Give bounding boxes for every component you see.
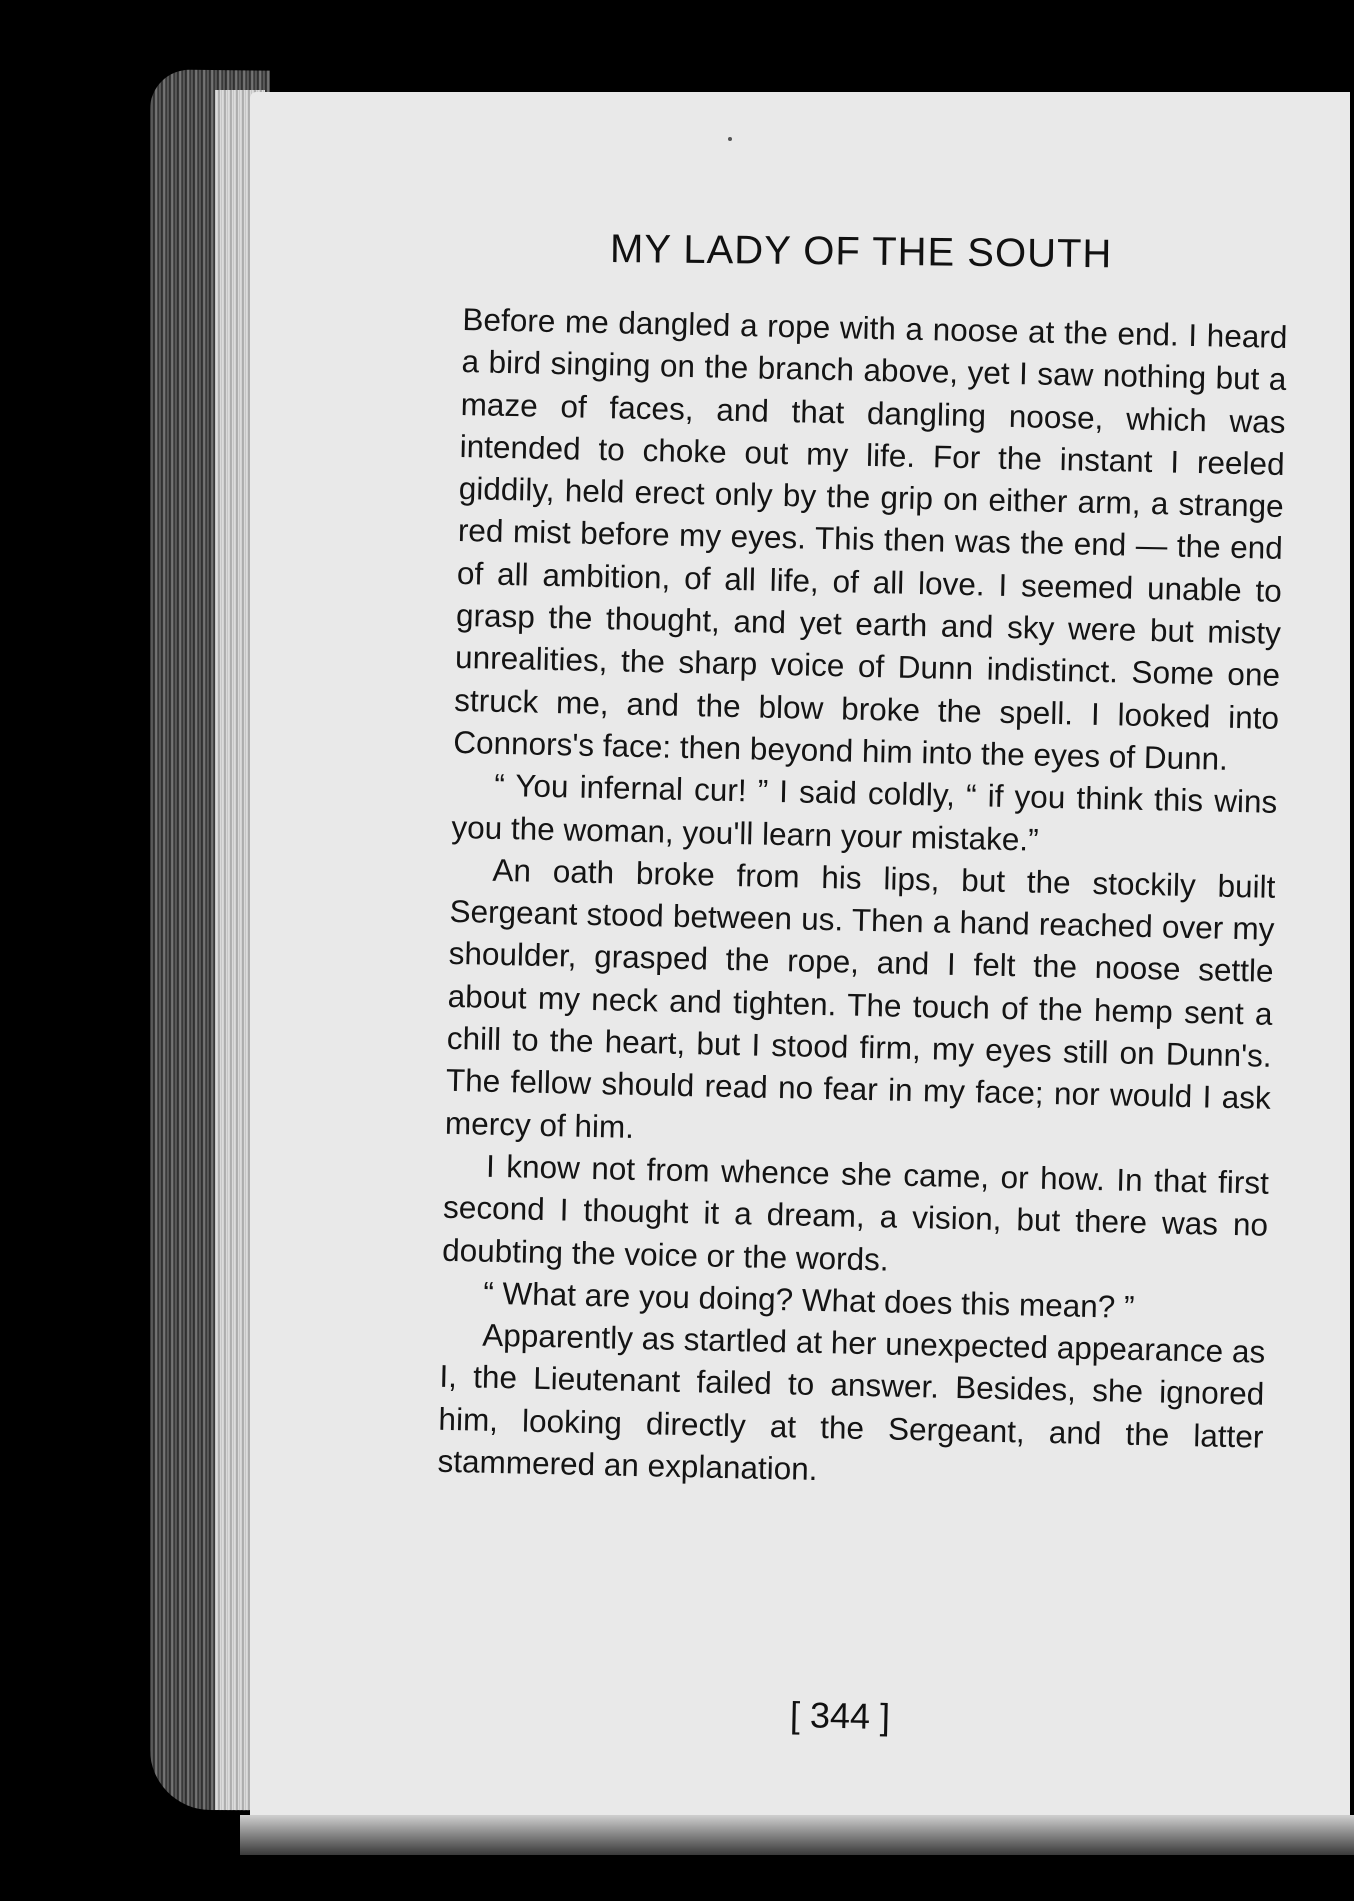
page-number: [ 344 ] xyxy=(789,1693,891,1738)
paragraph: Before me dangled a rope with a noose at the end. I heard a bird singing on the branch above, yet I saw nothing but a maze of faces, and that dangling noose, which was intended to choke out my life. For the instant I reeled giddily, held erect only by the grip on either arm, a strange red mist before my eyes. This then was the end — the end of all ambition, of all life, of all love. I seemed unable to grasp the thought, and yet earth and sky were but misty unrealities, the sharp voice of Dunn indistinct. Some one struck me, and the blow broke the spell. I looked into Connors's face: then beyond him into the eyes of Dunn. xyxy=(452,300,1288,777)
page-bottom-shadow xyxy=(240,1815,1354,1855)
paragraph: Apparently as startled at her unexpected appearance as I, the Lieutenant failed to answer. Besides, she ignored him, looking directly at the Sergeant, and the latter stammered an explanation. xyxy=(437,1316,1266,1488)
running-head: MY LADY OF THE SOUTH xyxy=(609,227,1113,277)
body-text xyxy=(437,298,1288,1500)
paragraph: I know not from whence she came, or how. In that first second I thought it a dream, a vision, but there was no doubting the voice or the words. xyxy=(441,1147,1270,1278)
paragraph: An oath broke from his lips, but the stockily built Sergeant stood between us. Then a hand reached over my shoulder, grasped the rope, and I felt the noose settle about my neck and tighten. The touch of the hemp sent a chill to the heart, but I stood firm, my eyes still on Dunn's. The fellow should read no fear in my face; nor would I ask mercy of him. xyxy=(444,851,1276,1145)
ink-speck xyxy=(728,137,732,141)
paragraph: “ You infernal cur! ” I said coldly, “ if you think this wins you the woman, you'll learn your mistake.” xyxy=(451,767,1278,858)
paragraph: “ What are you doing? What does this mean? ” xyxy=(482,1274,1135,1325)
